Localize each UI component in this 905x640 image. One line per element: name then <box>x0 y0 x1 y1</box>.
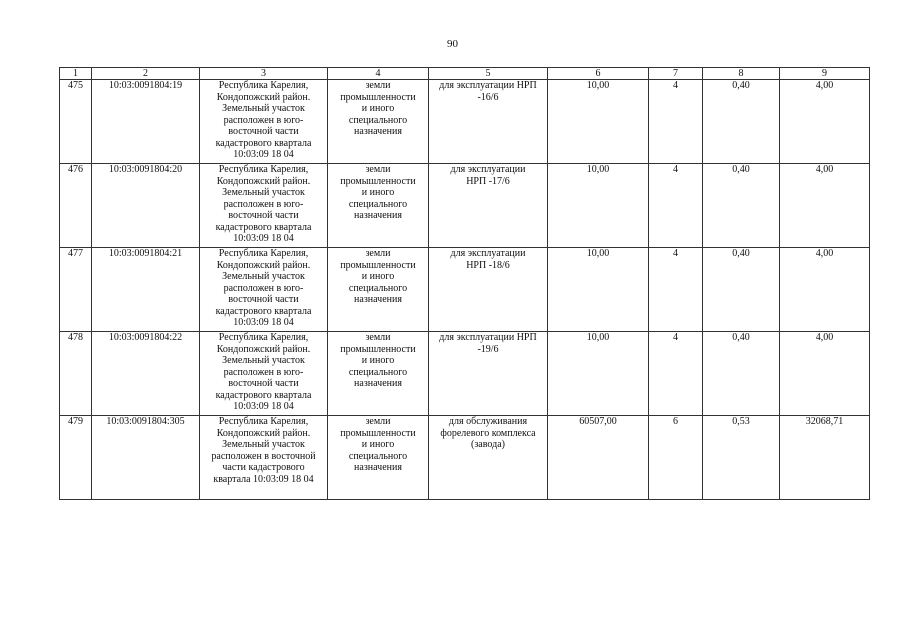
column-9-cell: 4,00 <box>780 80 870 164</box>
table-row <box>60 416 870 500</box>
cadastral-number-cell: 10:03:0091804:21 <box>92 248 200 332</box>
land-category-cell-line: земли <box>365 332 391 343</box>
location-cell-line: Кондопожский район. <box>216 175 311 187</box>
cadastral-number-cell: 10:03:0091804:19 <box>92 80 200 164</box>
location-cell-line: расположен в юго- <box>223 114 304 126</box>
table-body <box>60 68 870 500</box>
location-cell-line: Земельный участок <box>222 271 305 282</box>
land-category-cell-line: назначения <box>354 378 402 389</box>
column-header: 1 <box>60 68 92 80</box>
column-header-row <box>60 68 870 80</box>
land-category-cell-line: земли <box>365 164 391 175</box>
location-cell-line: Кондопожский район. <box>216 343 311 355</box>
permitted-use-cell-line: для эксплуатации <box>450 248 526 259</box>
location-cell-line: восточной части <box>228 294 299 305</box>
land-category-cell-line: промышленности <box>340 427 416 439</box>
column-7-cell: 4 <box>649 248 703 332</box>
land-category-cell-line: промышленности <box>340 91 416 103</box>
column-header: 9 <box>780 68 870 80</box>
column-header: 5 <box>429 68 548 80</box>
land-category-cell-line: и иного <box>361 355 395 366</box>
location-cell-line: части кадастрового <box>222 462 305 473</box>
land-category-cell <box>328 248 429 332</box>
location-cell-line: Кондопожский район. <box>216 259 311 271</box>
permitted-use-cell <box>429 80 548 164</box>
land-category-cell-line: специального <box>348 198 408 210</box>
column-header: 6 <box>548 68 649 80</box>
location-cell-line: расположен в юго- <box>223 366 304 378</box>
location-cell-line: Республика Карелия, <box>218 332 309 343</box>
permitted-use-cell-line: форелевого комплекса <box>440 427 536 439</box>
column-header: 3 <box>200 68 328 80</box>
location-cell-line: 10:03:09 18 04 <box>233 401 294 412</box>
page-number: 90 <box>447 38 458 50</box>
land-category-cell <box>328 80 429 164</box>
permitted-use-cell <box>429 164 548 248</box>
land-category-cell-line: специального <box>348 282 408 294</box>
column-7-cell: 4 <box>649 332 703 416</box>
area-cell: 10,00 <box>548 164 649 248</box>
permitted-use-cell-line: (завода) <box>471 439 505 450</box>
column-9-cell: 4,00 <box>780 248 870 332</box>
column-8-cell: 0,40 <box>703 164 780 248</box>
column-header: 7 <box>649 68 703 80</box>
location-cell-line: Земельный участок <box>222 355 305 366</box>
land-category-cell-line: промышленности <box>340 175 416 187</box>
land-category-cell-line: назначения <box>354 126 402 137</box>
location-cell-line: 10:03:09 18 04 <box>233 233 294 244</box>
cadastral-number-cell: 10:03:0091804:305 <box>92 416 200 500</box>
location-cell-line: расположен в юго- <box>223 198 304 210</box>
land-category-cell-line: земли <box>365 248 391 259</box>
land-category-cell-line: и иного <box>361 271 395 282</box>
permitted-use-cell-line: для эксплуатации НРП <box>439 332 537 343</box>
column-7-cell: 4 <box>649 164 703 248</box>
location-cell-line: расположен в восточной <box>211 450 316 462</box>
location-cell-line: квартала 10:03:09 18 04 <box>213 473 314 485</box>
land-plot-table <box>59 67 870 500</box>
land-category-cell <box>328 164 429 248</box>
row-number-cell: 476 <box>60 164 92 248</box>
area-cell: 10,00 <box>548 332 649 416</box>
permitted-use-cell <box>429 248 548 332</box>
column-9-cell: 4,00 <box>780 164 870 248</box>
location-cell-line: кадастрового квартала <box>215 389 312 401</box>
location-cell-line: Республика Карелия, <box>218 164 309 175</box>
column-8-cell: 0,53 <box>703 416 780 500</box>
permitted-use-cell-line: -16/6 <box>477 91 499 103</box>
row-number-cell: 478 <box>60 332 92 416</box>
location-cell <box>200 164 328 248</box>
permitted-use-cell-line: для эксплуатации НРП <box>439 80 537 91</box>
table-row <box>60 332 870 416</box>
location-cell-line: Земельный участок <box>222 439 305 450</box>
location-cell-line: Земельный участок <box>222 103 305 114</box>
location-cell-line: Республика Карелия, <box>218 80 309 91</box>
column-7-cell: 6 <box>649 416 703 500</box>
land-category-cell-line: и иного <box>361 103 395 114</box>
location-cell-line: кадастрового квартала <box>215 221 312 233</box>
column-8-cell: 0,40 <box>703 248 780 332</box>
location-cell <box>200 80 328 164</box>
location-cell <box>200 248 328 332</box>
location-cell-line: Республика Карелия, <box>218 416 309 427</box>
column-8-cell: 0,40 <box>703 80 780 164</box>
permitted-use-cell-line: НРП -18/6 <box>466 259 510 271</box>
permitted-use-cell <box>429 332 548 416</box>
table-row <box>60 248 870 332</box>
land-category-cell-line: специального <box>348 366 408 378</box>
table-row <box>60 80 870 164</box>
land-category-cell-line: земли <box>365 416 391 427</box>
permitted-use-cell <box>429 416 548 500</box>
land-category-cell-line: специального <box>348 114 408 126</box>
area-cell: 10,00 <box>548 248 649 332</box>
column-header: 2 <box>92 68 200 80</box>
column-9-cell: 32068,71 <box>780 416 870 500</box>
land-category-cell-line: земли <box>365 80 391 91</box>
land-category-cell-line: назначения <box>354 294 402 305</box>
location-cell-line: кадастрового квартала <box>215 305 312 317</box>
land-category-cell <box>328 416 429 500</box>
permitted-use-cell-line: для обслуживания <box>448 416 528 427</box>
column-header: 8 <box>703 68 780 80</box>
column-header: 4 <box>328 68 429 80</box>
land-category-cell-line: назначения <box>354 210 402 221</box>
cadastral-number-cell: 10:03:0091804:22 <box>92 332 200 416</box>
area-cell: 10,00 <box>548 80 649 164</box>
location-cell-line: 10:03:09 18 04 <box>233 149 294 160</box>
row-number-cell: 477 <box>60 248 92 332</box>
land-category-cell-line: промышленности <box>340 343 416 355</box>
land-category-cell-line: и иного <box>361 439 395 450</box>
location-cell-line: расположен в юго- <box>223 282 304 294</box>
row-number-cell: 479 <box>60 416 92 500</box>
location-cell-line: 10:03:09 18 04 <box>233 317 294 328</box>
land-category-cell-line: специального <box>348 450 408 462</box>
location-cell-line: восточной части <box>228 378 299 389</box>
location-cell-line: Земельный участок <box>222 187 305 198</box>
location-cell-line: Кондопожский район. <box>216 427 311 439</box>
location-cell-line: Республика Карелия, <box>218 248 309 259</box>
column-9-cell: 4,00 <box>780 332 870 416</box>
row-number-cell: 475 <box>60 80 92 164</box>
location-cell <box>200 332 328 416</box>
location-cell-line: кадастрового квартала <box>215 137 312 149</box>
location-cell-line: Кондопожский район. <box>216 91 311 103</box>
location-cell <box>200 416 328 500</box>
location-cell-line: восточной части <box>228 210 299 221</box>
column-7-cell: 4 <box>649 80 703 164</box>
permitted-use-cell-line: НРП -17/6 <box>466 175 510 187</box>
cadastral-number-cell: 10:03:0091804:20 <box>92 164 200 248</box>
area-cell: 60507,00 <box>548 416 649 500</box>
location-cell-line: восточной части <box>228 126 299 137</box>
permitted-use-cell-line: для эксплуатации <box>450 164 526 175</box>
column-8-cell: 0,40 <box>703 332 780 416</box>
land-category-cell-line: и иного <box>361 187 395 198</box>
permitted-use-cell-line: -19/6 <box>477 343 499 355</box>
land-category-cell-line: промышленности <box>340 259 416 271</box>
table-row <box>60 164 870 248</box>
land-category-cell-line: назначения <box>354 462 402 473</box>
land-category-cell <box>328 332 429 416</box>
